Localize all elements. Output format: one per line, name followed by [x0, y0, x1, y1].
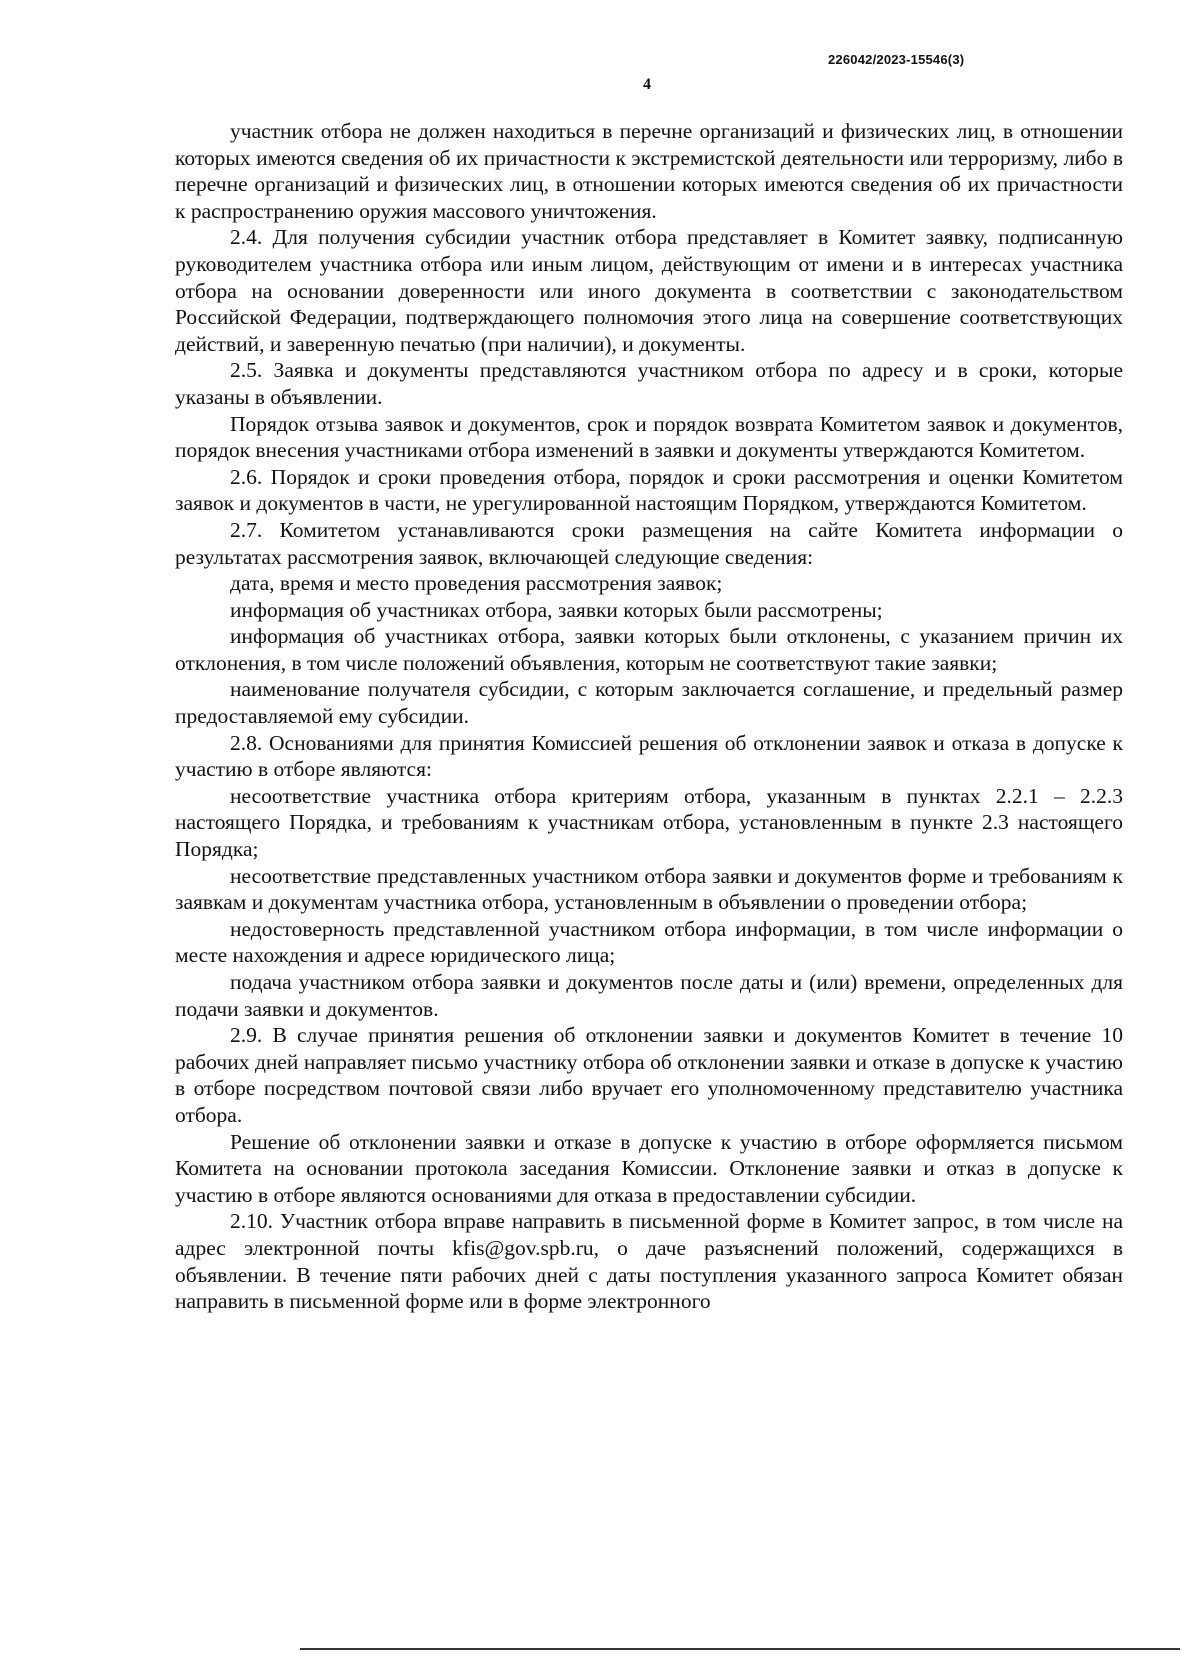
document-registration-number: 226042/2023-15546(3) — [828, 52, 965, 67]
paragraph: недостоверность представленной участником отбора информации, в том числе информации о месте нахождения и адресе юридического лица; — [175, 916, 1123, 968]
paragraph: наименование получателя субсидии, с которым заключается соглашение, и предельный размер предоставляемой ему субсидии. — [175, 677, 1123, 729]
page-number: 4 — [643, 76, 651, 93]
paragraph: несоответствие участника отбора критериям отбора, указанным в пунктах 2.2.1 – 2.2.3 настоящего Порядка, и требованиям к участникам отбора, установленным в пункте 2.3 настоящего Порядка; — [175, 783, 1123, 862]
paragraph: 2.8. Основаниями для принятия Комиссией решения об отклонении заявок и отказа в допуске к участию в отборе являются: — [175, 730, 1123, 782]
paragraph: 2.5. Заявка и документы представляются участником отбора по адресу и в сроки, которые указаны в объявлении. — [175, 358, 1123, 409]
paragraph: 2.10. Участник отбора вправе направить в письменной форме в Комитет запрос, в том числе на адрес электронной почты kfis@gov.spb.ru, о даче разъяснений положений, содержащихся в объявлении. В течение пяти рабочих дней с даты поступления указанного запроса Комитет обязан направить в письменной форме или в форме электронного — [175, 1209, 1123, 1314]
paragraph: Решение об отклонении заявки и отказе в допуске к участию в отборе оформляется письмом Комитета на основании протокола заседания Комиссии. Отклонение заявки и отказ в допуске к участию в отборе являются основаниями для отказа в предоставлении субсидии. — [175, 1129, 1123, 1207]
paragraph: дата, время и место проведения рассмотрения заявок; — [230, 571, 723, 596]
paragraph: участник отбора не должен находиться в перечне организаций и физических лиц, в отношении которых имеются сведения об их причастности к экстремистской деятельности или терроризму, либо в перечне организаций и физических лиц, в отношении которых имеются сведения об их причастности к распространению оружия массового уничтожения. — [175, 119, 1123, 223]
paragraph: 2.9. В случае принятия решения об отклонении заявки и документов Комитет в течение 10 рабочих дней направляет письмо участнику отбора об отклонении заявки и отказе в допуске к участию в отборе посредством почтовой связи либо вручает его уполномоченному представителю участника отбора. — [175, 1023, 1123, 1127]
paragraph: 2.6. Порядок и сроки проведения отбора, порядок и сроки рассмотрения и оценки Комитетом заявок и документов в части, не урегулированной настоящим Порядком, утверждаются Комитетом. — [175, 464, 1123, 516]
paragraph: Порядок отзыва заявок и документов, срок и порядок возврата Комитетом заявок и документов, порядок внесения участниками отбора изменений в заявки и документы утверждаются Комитетом. — [175, 411, 1123, 463]
paragraph: информация об участниках отбора, заявки которых были отклонены, с указанием причин их отклонения, в том числе положений объявления, которым не соответствуют такие заявки; — [175, 624, 1123, 675]
paragraph: информация об участниках отбора, заявки которых были рассмотрены; — [230, 597, 883, 622]
document-body — [175, 118, 1123, 1315]
paragraph: несоответствие представленных участником отбора заявки и документов форме и требованиям к заявкам и документам участника отбора, установленным в объявлении о проведении отбора; — [175, 863, 1123, 915]
bottom-divider — [300, 1648, 1180, 1650]
paragraph: 2.7. Комитетом устанавливаются сроки размещения на сайте Комитета информации о результатах рассмотрения заявок, включающей следующие сведения: — [175, 517, 1123, 569]
paragraph: подача участником отбора заявки и документов после даты и (или) времени, определенных для подачи заявки и документов. — [175, 970, 1123, 1021]
paragraph: 2.4. Для получения субсидии участник отбора представляет в Комитет заявку, подписанную руководителем участника отбора или иным лицом, действующим от имени и в интересах участника отбора на основании доверенности или иного документа в соответствии с законодательством Российской Федерации, подтверждающего полномочия этого лица на совершение соответствующих действий, и заверенную печатью (при наличии), и документы. — [175, 225, 1123, 356]
